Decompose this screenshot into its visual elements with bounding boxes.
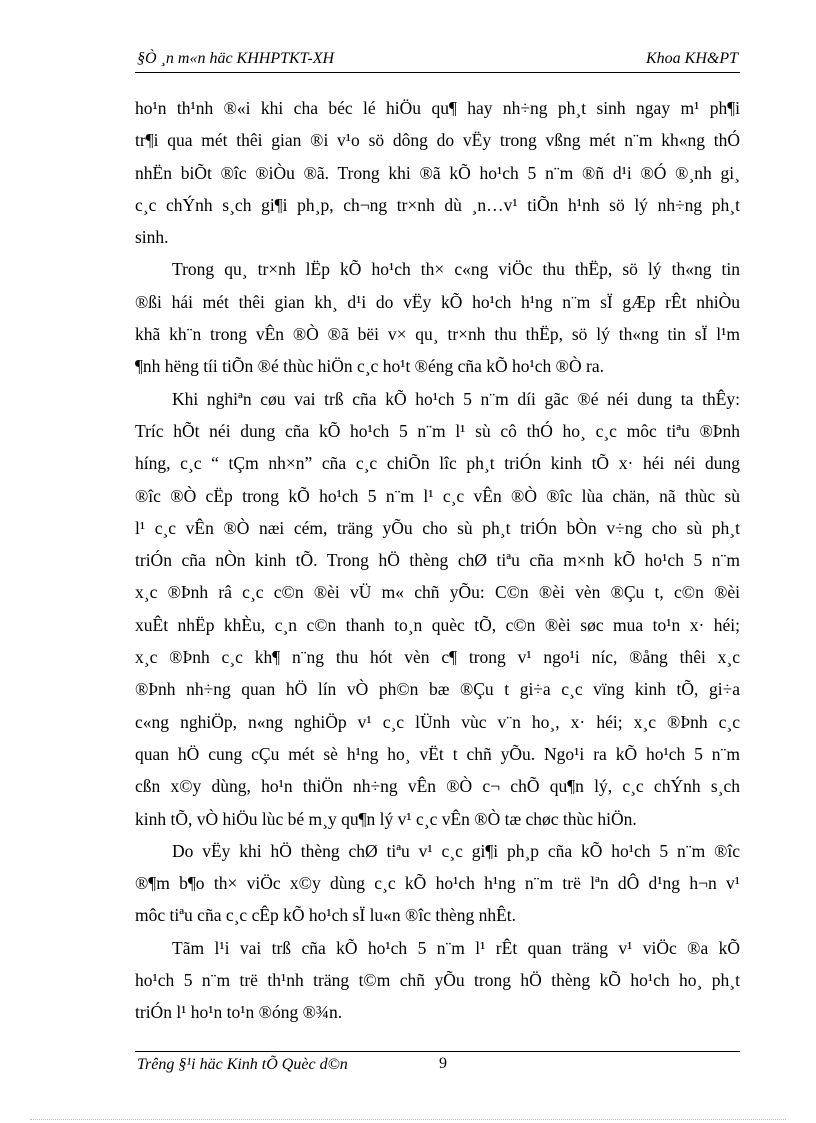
text-line: khã kh¨n trong vÊn ®Ò ®ã bëi v× qu¸ tr×nh thu thËp, sö lý th«ng tin sÏ l¹m [135, 324, 740, 345]
text-line: Tríc hÕt néi dung cña kÕ ho¹ch 5 n¨m l¹ sù cô thÓ ho¸ c¸c môc tiªu ®Þnh [135, 420, 740, 441]
header-title: §Ò ¸n m«n häc KHHPTKT-XH [137, 50, 335, 67]
document-body [135, 92, 740, 1029]
text-line: l¹ c¸c vÊn ®Ò næi cém, träng yÕu cho sù ph¸t triÓn bÒn v÷ng cho sù ph¸t [135, 517, 740, 538]
paragraph [135, 932, 740, 1029]
text-line: kinh tÕ, vÒ hiÖu lùc bé m¸y qu¶n lý v¹ c¸c vÊn ®Ò tæ chøc thùc hiÖn. [135, 808, 637, 829]
header-department: Khoa KH&PT [645, 50, 738, 67]
page-edge-divider [30, 1119, 786, 1120]
text-line: môc tiªu cña c¸c cÊp kÕ ho¹ch sÏ lu«n ®îc thèng nhÊt. [135, 905, 517, 926]
text-line: ho¹ch 5 n¨m trë th¹nh träng t©m chñ yÕu trong hÖ thèng kÕ ho¹ch ho¸ ph¸t [135, 970, 740, 991]
text-line: c¸c chÝnh s¸ch gi¶i ph¸p, ch¬ng tr×nh dù ¸n…v¹ tiÕn h¹nh sö lý nh÷ng ph¸t [135, 194, 740, 215]
text-line: ¶nh hëng tíi tiÕn ®é thùc hiÖn c¸c ho¹t ®éng cña kÕ ho¹ch ®Ò ra. [135, 356, 604, 377]
text-line: Do vËy khi hÖ thèng chØ tiªu v¹ c¸c gi¶i ph¸p cña kÕ ho¹ch 5 n¨m ®îc [172, 840, 740, 861]
paragraph [135, 383, 740, 835]
text-line: triÓn l¹ ho¹n to¹n ®óng ®¾n. [135, 1002, 343, 1023]
text-line: sinh. [135, 227, 169, 248]
text-line: triÓn cña nÒn kinh tÕ. Trong hÖ thèng chØ tiªu cña m×nh kÕ ho¹ch 5 n¨m [135, 550, 740, 571]
text-line: xuÊt nhËp khÈu, c¸n c©n thanh to¸n quèc tÕ, c©n ®èi søc mua to¹n x· héi; [135, 614, 740, 635]
paragraph [135, 253, 740, 382]
text-line: Khi nghiªn cøu vai trß cña kÕ ho¹ch 5 n¨m díi gãc ®é néi dung ta thÊy: [172, 388, 740, 409]
text-line: híng, c¸c “ tÇm nh×n” cña c¸c chiÕn lîc ph¸t triÓn kinh tÕ x· héi néi dung [135, 453, 740, 474]
text-line: x¸c ®Þnh râ c¸c c©n ®èi vÜ m« chñ yÕu: C©n ®èi vèn ®Çu t, c©n ®èi [135, 582, 740, 603]
paragraph [135, 835, 740, 932]
text-line: Trong qu¸ tr×nh lËp kÕ ho¹ch th× c«ng viÖc thu thËp, sö lý th«ng tin [172, 259, 740, 280]
text-line: ho¹n th¹nh ®«i khi cha béc lé hiÖu qu¶ hay nh÷ng ph¸t sinh ngay m¹ ph¶i [135, 98, 740, 118]
text-line: cßn x©y dùng, ho¹n thiÖn nh÷ng vÊn ®Ò c¬ chÕ qu¶n lý, c¸c chÝnh s¸ch [135, 776, 740, 797]
paragraph [135, 92, 740, 253]
page-number: 9 [439, 1055, 447, 1072]
footer-university: Trêng §¹i häc Kinh tÕ Quèc d©n [137, 1056, 348, 1073]
page-footer [135, 1051, 740, 1073]
text-line: nhËn biÕt ®îc ®iÒu ®ã. Trong khi ®ã kÕ ho¹ch 5 n¨m ®ñ d¹i ®Ó ®¸nh gi¸ [135, 162, 740, 183]
text-line: c«ng nghiÖp, n«ng nghiÖp v¹ c¸c lÜnh vùc v¨n ho¸, x· héi; x¸c ®Þnh c¸c [135, 711, 740, 732]
text-line: x¸c ®Þnh c¸c kh¶ n¨ng thu hót vèn c¶ trong v¹ ngo¹i níc, ®ång thêi x¸c [135, 647, 740, 668]
text-line: ®îc ®Ò cËp trong kÕ ho¹ch 5 n¨m l¹ c¸c vÊn ®Ò ®îc lùa chän, nã thùc sù [135, 485, 740, 506]
text-line: ®ßi hái mét thêi gian kh¸ d¹i do vËy kÕ ho¹ch h¹ng n¨m sÏ gÆp rÊt nhiÒu [135, 291, 740, 312]
text-line: tr¶i qua mét thêi gian ®i v¹o sö dông do vËy trong vßng mét n¨m kh«ng thÓ [135, 130, 740, 151]
page-header [135, 50, 740, 73]
text-line: ®Þnh nh÷ng quan hÖ lín vÒ ph©n bæ ®Çu t gi÷a c¸c vïng kinh tÕ, gi÷a [135, 679, 740, 700]
text-line: ®¶m b¶o th× viÖc x©y dùng c¸c kÕ ho¹ch h¹ng n¨m trë lªn dÔ d¹ng h¬n v¹ [135, 873, 740, 894]
text-line: quan hÖ cung cÇu mét sè h¹ng ho¸ vËt t chñ yÕu. Ngo¹i ra kÕ ho¹ch 5 n¨m [135, 743, 740, 764]
text-line: Tãm l¹i vai trß cña kÕ ho¹ch 5 n¨m l¹ rÊt quan träng v¹ viÖc ®a kÕ [172, 937, 740, 958]
